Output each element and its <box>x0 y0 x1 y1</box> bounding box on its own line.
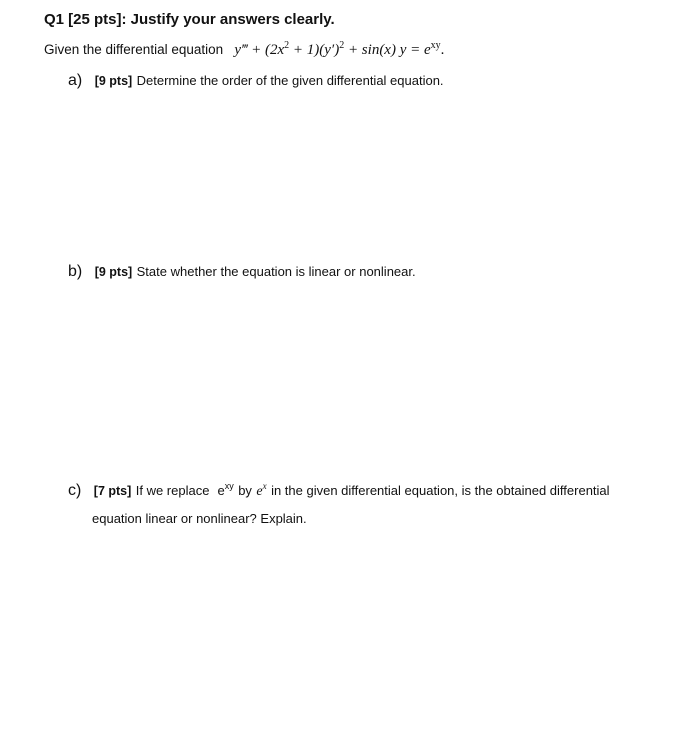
part-c-line-2: equation linear or nonlinear? Explain. <box>92 511 307 526</box>
part-c-exp-ex: $e^x$ <box>256 481 267 499</box>
part-c-exp-exy: $e^{xy}$ <box>217 481 234 498</box>
part-c-letter: c) <box>68 482 82 499</box>
part-c-text-1: If we replace <box>135 483 210 498</box>
equation-exponent-3: xy <box>430 40 441 51</box>
part-c-text-3: in the given differential equation, is the obtained differential <box>271 483 610 498</box>
equation-part-2: + 1)(y′) <box>289 42 340 58</box>
part-a <box>68 72 444 90</box>
part-b-letter: b) <box>68 263 83 280</box>
part-a-letter: a) <box>68 72 83 89</box>
question-intro <box>44 42 444 59</box>
question-title: Q1 [25 pts]: Justify your answers clearly. <box>44 11 335 28</box>
part-b <box>68 263 416 281</box>
equation-exponent-1: 2 <box>284 40 290 51</box>
equation-exponent-2: 2 <box>339 40 345 51</box>
part-a-text: Determine the order of the given differential equation. <box>136 73 444 88</box>
part-c <box>68 482 610 500</box>
equation-end: . <box>440 42 445 58</box>
part-b-points: [9 pts] <box>94 265 133 279</box>
part-b-text: State whether the equation is linear or nonlinear. <box>136 264 416 279</box>
intro-text: Given the differential equation <box>44 42 224 57</box>
equation-part-1: y‴ + (2x <box>234 42 285 58</box>
differential-equation <box>227 42 445 58</box>
equation-part-3: + sin(x) y = e <box>344 42 431 58</box>
part-a-points: [9 pts] <box>94 74 133 88</box>
part-c-points: [7 pts] <box>93 484 132 498</box>
part-c-text-2: by <box>238 483 252 498</box>
